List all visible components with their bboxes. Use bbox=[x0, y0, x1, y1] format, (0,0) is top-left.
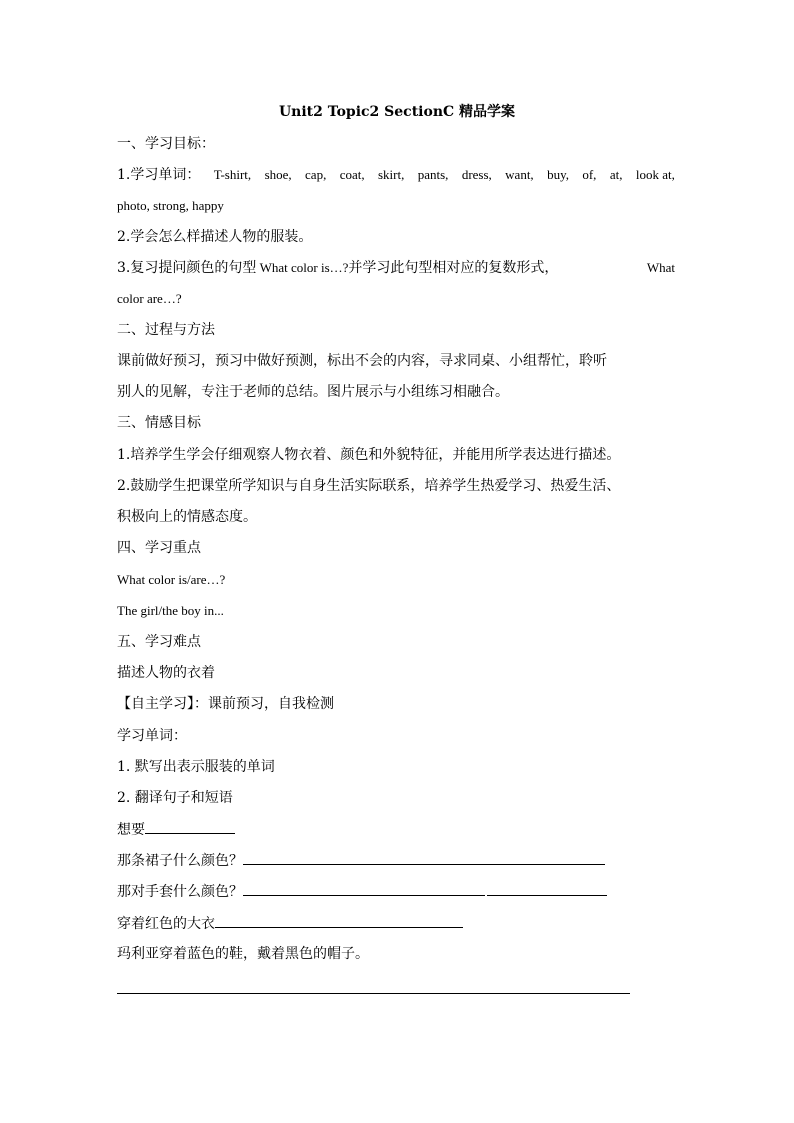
vocab-word: coat, bbox=[339, 167, 365, 182]
vocab-word: skirt, bbox=[377, 167, 405, 182]
process-line-2: 别人的见解，专注于老师的总结。图片展示与小组练习相融合。 bbox=[117, 384, 509, 400]
difficulty-heading: 五、学习难点 bbox=[117, 634, 201, 650]
answer-blank[interactable] bbox=[487, 881, 607, 896]
vocab-line-1 bbox=[117, 165, 675, 185]
goal-3-text: 3.复习提问颜色的句型 What color is…?并学习此句型相对应的复数形式， bbox=[117, 260, 559, 276]
question-skirt-label: 那条裙子什么颜色？ bbox=[117, 853, 243, 869]
words-label: 学习单词： bbox=[117, 728, 187, 744]
vocab-word: T-shirt, bbox=[213, 167, 252, 182]
emotion-line-2: 2.鼓励学生把课堂所学知识与自身生活实际联系，培养学生热爱学习、热爱生活、 bbox=[117, 478, 621, 494]
goal-3-line-1 bbox=[117, 258, 675, 278]
vocab-line-2: photo, strong, happy bbox=[117, 198, 224, 213]
answer-blank[interactable] bbox=[145, 819, 235, 834]
goals-heading: 一、学习目标： bbox=[117, 136, 215, 152]
vocab-word: at, bbox=[609, 167, 623, 182]
emotion-line-1: 1.培养学生学会仔细观察人物衣着、颜色和外貌特征，并能用所学表达进行描述。 bbox=[117, 447, 621, 463]
question-coat bbox=[117, 913, 463, 934]
emotion-heading: 三、情感目标 bbox=[117, 415, 201, 431]
answer-blank[interactable] bbox=[243, 881, 485, 896]
answer-line[interactable] bbox=[117, 993, 630, 994]
self-study-heading: 【自主学习】：课前预习，自我检测 bbox=[117, 696, 334, 712]
vocab-word: cap, bbox=[305, 167, 327, 182]
answer-blank[interactable] bbox=[243, 850, 605, 865]
vocab-word: look at, bbox=[635, 167, 675, 182]
process-line-1: 课前做好预习，预习中做好预测，标出不会的内容，寻求同桌、小组帮忙，聆听 bbox=[117, 353, 607, 369]
question-coat-label: 穿着红色的大衣 bbox=[117, 916, 215, 932]
vocab-word: want, bbox=[505, 167, 534, 182]
goal-3-what: What bbox=[646, 260, 675, 275]
vocab-prefix: 1.学习单词： bbox=[117, 167, 201, 183]
vocab-word: dress, bbox=[461, 167, 492, 182]
question-want bbox=[117, 819, 235, 840]
question-skirt bbox=[117, 850, 605, 871]
question-gloves-label: 那对手套什么颜色？ bbox=[117, 884, 243, 900]
question-gloves bbox=[117, 881, 607, 902]
key-heading: 四、学习重点 bbox=[117, 540, 201, 556]
vocab-word: buy, bbox=[547, 167, 569, 182]
emotion-line-3: 积极向上的情感态度。 bbox=[117, 509, 257, 525]
vocab-word: pants, bbox=[417, 167, 449, 182]
vocab-word: of, bbox=[582, 167, 597, 182]
task-1: 1. 默写出表示服装的单词 bbox=[117, 759, 275, 775]
page-title: Unit2 Topic2 SectionC 精品学案 bbox=[278, 104, 516, 120]
key-line-1: What color is/are…? bbox=[117, 572, 226, 587]
task-2: 2. 翻译句子和短语 bbox=[117, 790, 233, 806]
vocab-word: shoe, bbox=[264, 167, 292, 182]
question-want-label: 想要 bbox=[117, 822, 145, 838]
answer-blank[interactable] bbox=[215, 913, 463, 928]
goal-3-line-2: color are…? bbox=[117, 291, 182, 306]
goal-2: 2.学会怎么样描述人物的服装。 bbox=[117, 229, 313, 245]
question-maria: 玛利亚穿着蓝色的鞋，戴着黑色的帽子。 bbox=[117, 946, 369, 962]
difficulty-line-1: 描述人物的衣着 bbox=[117, 665, 215, 681]
key-line-2: The girl/the boy in... bbox=[117, 603, 224, 618]
process-heading: 二、过程与方法 bbox=[117, 322, 215, 338]
